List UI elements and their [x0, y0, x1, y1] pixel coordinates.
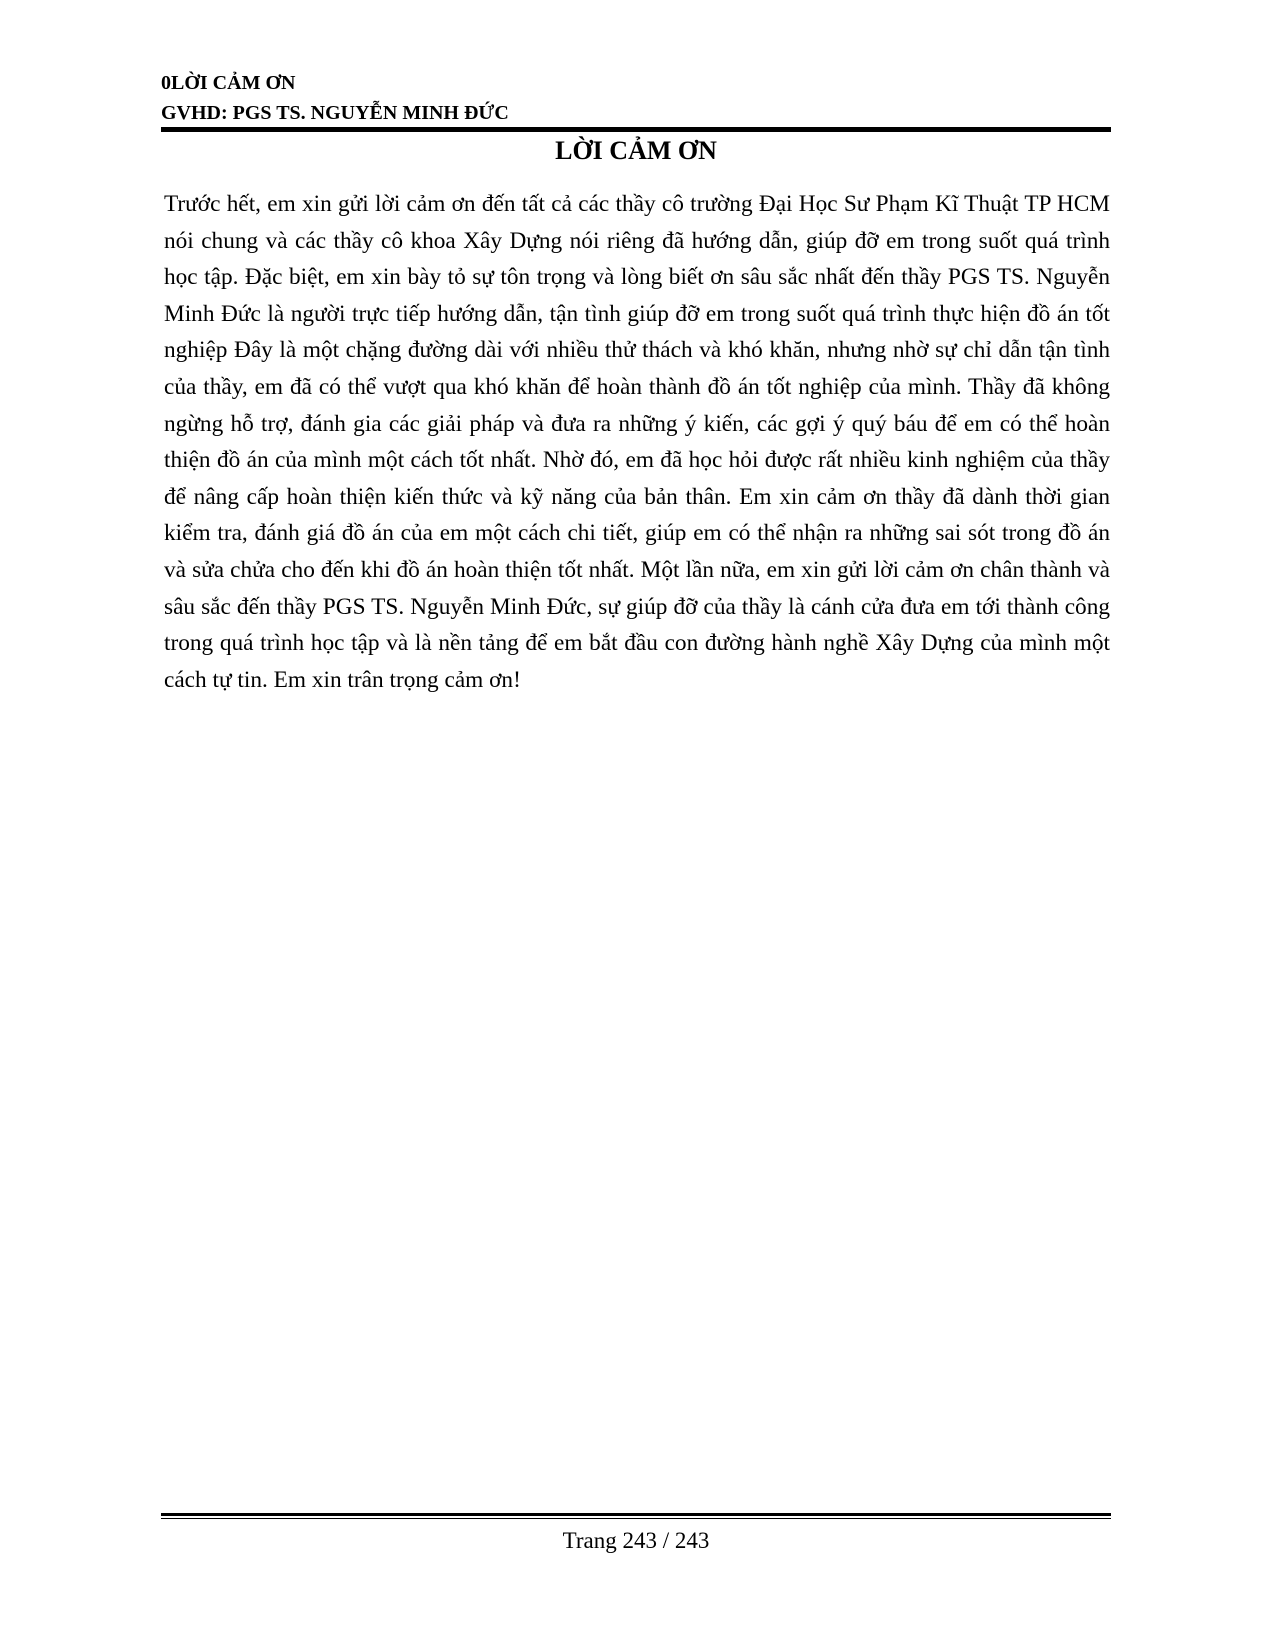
header-supervisor: GVHD: PGS TS. NGUYỄN MINH ĐỨC — [161, 102, 509, 124]
page-title: LỜI CẢM ƠN — [555, 136, 717, 165]
footer-divider-thick — [161, 1513, 1111, 1516]
footer-divider-thin — [161, 1518, 1111, 1519]
page-header — [161, 68, 1111, 128]
footer-divider — [161, 1513, 1111, 1520]
page-number: Trang 243 / 243 — [562, 1528, 710, 1553]
header-divider — [161, 127, 1111, 132]
acknowledgement-paragraph: Trước hết, em xin gửi lời cảm ơn đến tất cả các thầy cô trường Đại Học Sư Phạm Kĩ Thuật TP HCM nói chung và các thầy cô khoa Xây Dựng nói riêng đã hướng dẫn, giúp đỡ em trong suốt quá trình học tập. Đặc biệt, em xin bày tỏ sự tôn trọng và lòng biết ơn sâu sắc nhất đến thầy PGS TS. Nguyễn Minh Đức là người trực tiếp hướng dẫn, tận tình giúp đỡ em trong suốt quá trình thực hiện đồ án tốt nghiệp Đây là một chặng đường dài với nhiều thử thách và khó khăn, nhưng nhờ sự chỉ dẫn tận tình của thầy, em đã có thể vượt qua khó khăn để hoàn thành đồ án tốt nghiệp của mình. Thầy đã không ngừng hỗ trợ, đánh gia các giải pháp và đưa ra những ý kiến, các gợi ý quý báu để em có thể hoàn thiện đồ án của mình một cách tốt nhất. Nhờ đó, em đã học hỏi được rất nhiều kinh nghiệm của thầy để nâng cấp hoàn thiện kiến thức và kỹ năng của bản thân. Em xin cảm ơn thầy đã dành thời gian kiểm tra, đánh giá đồ án của em một cách chi tiết, giúp em có thể nhận ra những sai sót trong đồ án và sửa chửa cho đến khi đồ án hoàn thiện tốt nhất. Một lần nữa, em xin gửi lời cảm ơn chân thành và sâu sắc đến thầy PGS TS. Nguyễn Minh Đức, sự giúp đỡ của thầy là cánh cửa đưa em tới thành công trong quá trình học tập và là nền tảng để em bắt đầu con đường hành nghề Xây Dựng của mình một cách tự tin. Em xin trân trọng cảm ơn! — [164, 191, 1110, 693]
header-section-title: 0LỜI CẢM ƠN — [161, 72, 296, 94]
